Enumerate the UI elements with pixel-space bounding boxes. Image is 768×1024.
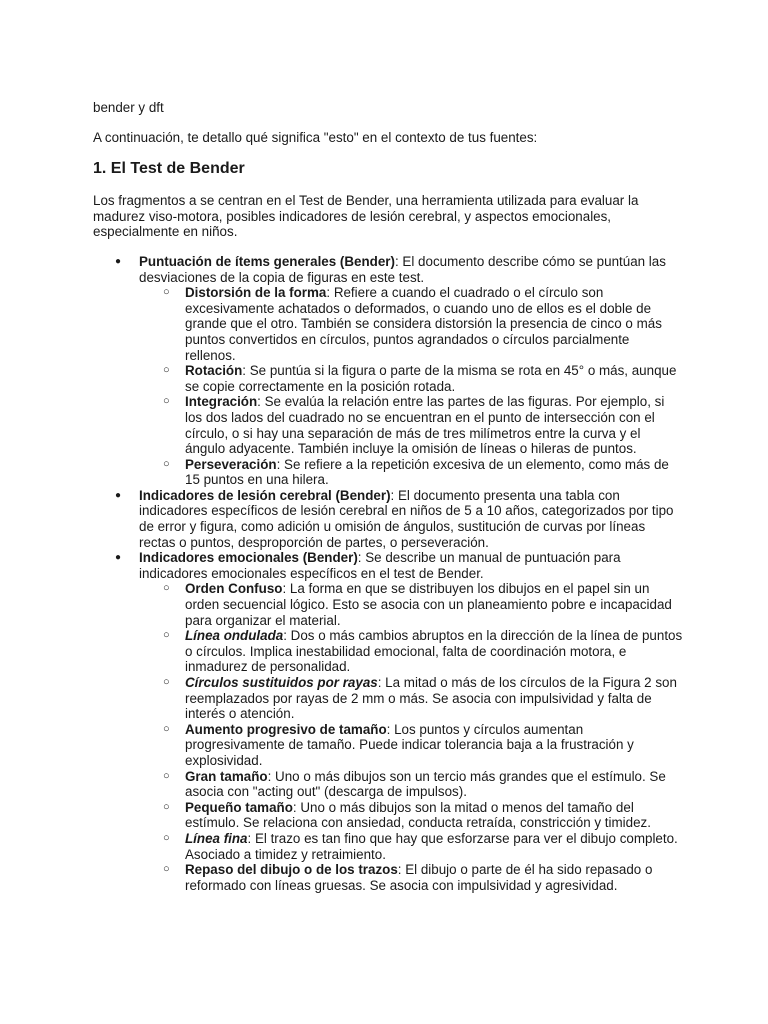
bullet-circle-icon: ○ [163, 457, 170, 470]
sub-list-item [139, 722, 683, 769]
bullet-circle-icon: ○ [163, 800, 170, 813]
document-page [93, 100, 683, 893]
sub-item-text: : Refiere a cuando el cuadrado o el círculo son excesivamente achatados o deformados, o cuando uno de ellos es el doble de grande que el otro. También se considera distorsión la presencia de cinco o más puntos convertidos en círculos, puntos agrandados o círculos parcialmente rellenos. [185, 285, 662, 363]
sub-list-item [139, 800, 683, 831]
sub-item-term: Pequeño tamaño [185, 799, 293, 815]
sub-list-item [139, 831, 683, 862]
list-item [93, 550, 683, 893]
list-item-term: Indicadores emocionales (Bender) [139, 550, 358, 566]
bullet-circle-icon: ○ [163, 395, 170, 408]
bullet-circle-icon: ○ [163, 769, 170, 782]
sub-item-term: Círculos sustituidos por rayas [185, 675, 378, 690]
bullet-circle-icon: ○ [163, 863, 170, 876]
bullet-list [93, 254, 683, 893]
sub-item-text: : La mitad o más de los círculos de la Figura 2 son reemplazados por rayas de 2 mm o más. Se asocia con impulsividad y falta de interés o atención. [185, 675, 677, 722]
sub-item-text: : Se puntúa si la figura o parte de la misma se rota en 45° o más, aunque se copie correctamente en la posición rotada. [185, 363, 677, 394]
sub-list [139, 581, 683, 893]
document-title: bender y dft [93, 100, 164, 115]
section-body: Los fragmentos a se centran en el Test de Bender, una herramienta utilizada para evaluar la madurez viso-motora, posibles indicadores de lesión cerebral, y aspectos emocionales, especialmente en niños. [93, 193, 639, 240]
list-item-term: Puntuación de ítems generales (Bender) [139, 253, 395, 269]
sub-item-text: : Uno o más dibujos son la mitad o menos del tamaño del estímulo. Se relaciona con ansiedad, conducta retraída, constricción y timidez. [185, 799, 651, 831]
sub-item-term: Perseveración [185, 456, 277, 472]
sub-item-term: Repaso del dibujo o de los trazos [185, 862, 398, 878]
bullet-circle-icon: ○ [163, 629, 170, 642]
section-heading: 1. El Test de Bender [93, 160, 245, 178]
bullet-circle-icon: ○ [163, 582, 170, 595]
bullet-circle-icon: ○ [163, 364, 170, 377]
bullet-disc-icon: ● [115, 255, 122, 267]
sub-item-term: Aumento progresivo de tamaño [185, 721, 387, 737]
bullet-circle-icon: ○ [163, 722, 170, 735]
sub-list [139, 285, 683, 488]
sub-list-item [139, 581, 683, 628]
sub-item-term: Orden Confuso [185, 581, 283, 597]
intro-paragraph: A continuación, te detallo qué significa "esto" en el contexto de tus fuentes: [93, 129, 538, 145]
sub-item-text: : Dos o más cambios abruptos en la dirección de la línea de puntos o círculos. Implica inestabilidad emocional, falta de coordinación motora, e inmadurez de personalidad. [185, 628, 683, 675]
sub-item-text: : Uno o más dibujos son un tercio más grandes que el estímulo. Se asocia con "acting out" (descarga de impulsos). [185, 768, 666, 800]
sub-list-item [139, 769, 683, 800]
sub-list-item [139, 628, 683, 675]
sub-list-item [139, 675, 683, 722]
sub-list-item [139, 862, 683, 893]
list-item-term: Indicadores de lesión cerebral (Bender) [139, 487, 391, 503]
bullet-disc-icon: ● [115, 552, 122, 564]
sub-item-text: : Se refiere a la repetición excesiva de un elemento, como más de 15 puntos en una hilera. [185, 456, 669, 488]
sub-item-term: Integración [185, 394, 258, 410]
sub-item-term: Línea ondulada [185, 628, 284, 644]
bullet-disc-icon: ● [115, 489, 122, 501]
sub-item-term: Rotación [185, 363, 243, 379]
list-item [93, 254, 683, 488]
sub-item-text: : Los puntos y círculos aumentan progresivamente de tamaño. Puede indicar tolerancia baja a la frustración y explosividad. [185, 721, 634, 768]
sub-item-text: : El dibujo o parte de él ha sido repasado o reformado con líneas gruesas. Se asocia con impulsividad y agresividad. [185, 862, 653, 893]
list-item-text: : El documento presenta una tabla con indicadores específicos de lesión cerebral en niños de 5 a 10 años, categorizados por tipo de error y figura, como adición u omisión de ángulos, sustitución de curvas por líneas rectas o puntos, desproporción de partes, o perseveración. [139, 487, 674, 550]
sub-list-item [139, 285, 683, 363]
sub-item-text: : El trazo es tan fino que hay que esforzarse para ver el dibujo completo. Asociado a timidez y retraimiento. [185, 830, 678, 862]
sub-item-text: : La forma en que se distribuyen los dibujos en el papel sin un orden secuencial lógico. Esto se asocia con un planeamiento pobre e incapacidad para organizar el material. [185, 581, 672, 628]
sub-item-text: : Se evalúa la relación entre las partes de las figuras. Por ejemplo, si los dos lados del cuadrado no se encuentran en el punto de intersección con el círculo, o si hay una separación de más de tres milímetros entre la curva y el ángulo adyacente. También incluye la omisión de líneas o hileras de puntos. [185, 394, 665, 457]
sub-list-item [139, 457, 683, 488]
list-item-text: : Se describe un manual de puntuación para indicadores emocionales específicos en el test de Bender. [139, 550, 621, 581]
list-item-text: : El documento describe cómo se puntúan las desviaciones de la copia de figuras en este test. [139, 253, 666, 285]
sub-item-term: Gran tamaño [185, 768, 268, 784]
sub-list-item [139, 363, 683, 394]
bullet-circle-icon: ○ [163, 286, 170, 299]
list-item [93, 488, 683, 550]
sub-item-term: Línea fina [185, 830, 248, 846]
bullet-circle-icon: ○ [163, 831, 170, 844]
bullet-circle-icon: ○ [163, 676, 170, 688]
sub-list-item [139, 394, 683, 456]
sub-item-term: Distorsión de la forma [185, 285, 327, 301]
